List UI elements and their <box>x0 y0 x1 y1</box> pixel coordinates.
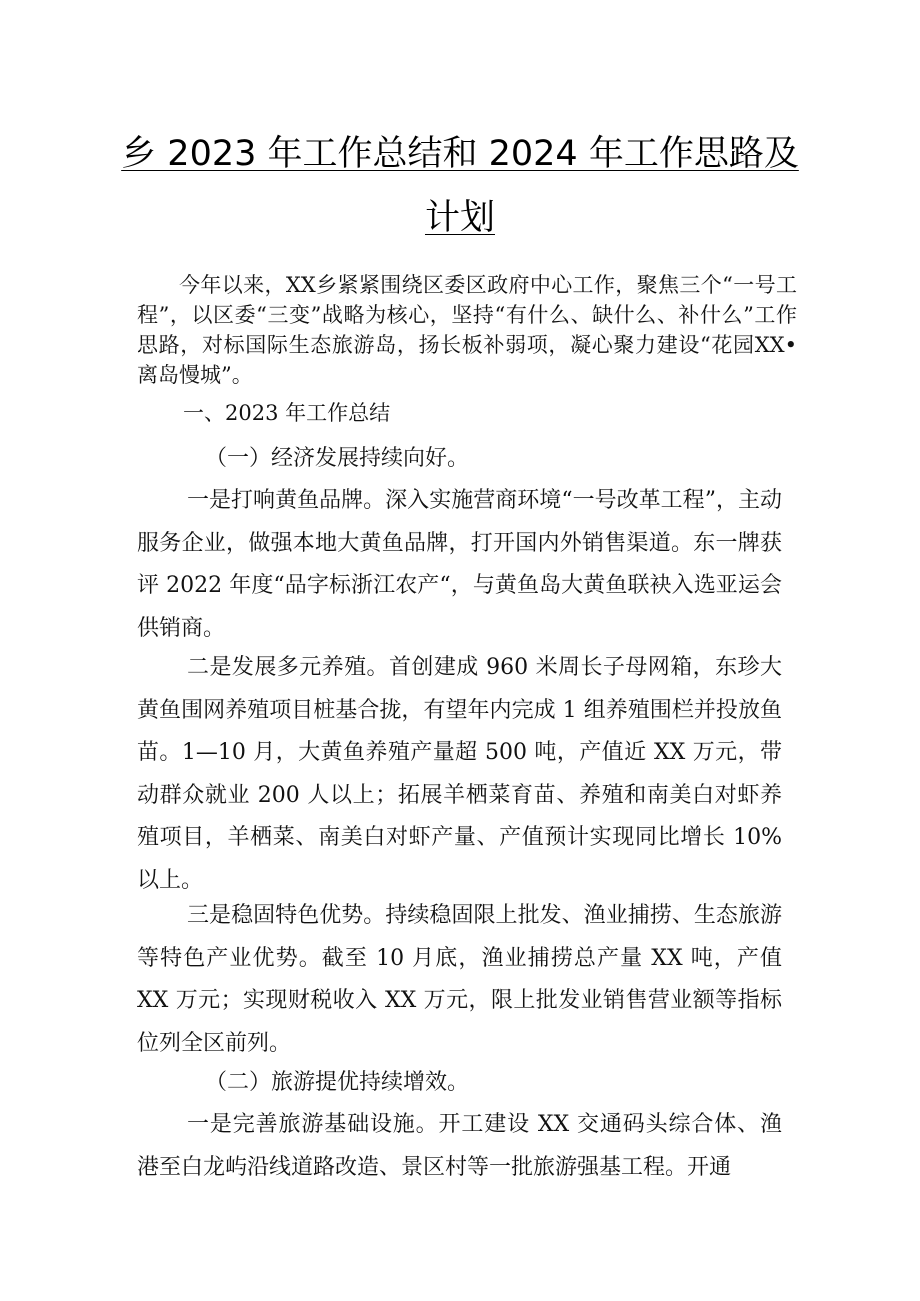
document-title-line-1: 乡 2023 年工作总结和 2024 年工作思路及 <box>121 134 799 174</box>
paragraph-characteristic-advantages: 三是稳固特色优势。持续稳固限上批发、渔业捕捞、生态旅游等特色产业优势。截至 10 月底，渔业捕捞总产量 XX 吨，产值 XX 万元；实现财税收入 XX 万元，限上批发业销售营业额等指标位列全区前列。 <box>137 903 782 1056</box>
paragraph-diversified-aquaculture: 二是发展多元养殖。首创建成 960 米周长子母网箱，东珍大黄鱼围网养殖项目桩基合拢，有望年内完成 1 组养殖围栏并投放鱼苗。1—10 月，大黄鱼养殖产量超 500 吨，产值近 XX 万元，带动群众就业 200 人以上；拓展羊栖菜育苗、养殖和南美白对虾养殖项目，羊栖菜、南美白对虾产量、产值预计实现同比增长 10%以上。 <box>137 655 782 893</box>
subsection-heading-economy: （一）经济发展持续向好。 <box>205 446 470 471</box>
subsection-heading-tourism: （二）旅游提优持续增效。 <box>205 1070 470 1095</box>
paragraph-tourism-infrastructure: 一是完善旅游基础设施。开工建设 XX 交通码头综合体、渔港至白龙屿沿线道路改造、景区村等一批旅游强基工程。开通 <box>137 1112 782 1180</box>
section-heading-1: 一、2023 年工作总结 <box>183 401 391 425</box>
document-title-line-2: 计划 <box>424 198 495 238</box>
intro-paragraph: 今年以来，XX乡紧紧围绕区委区政府中心工作，聚焦三个“一号工程”，以区委“三变”战略为核心，坚持“有什么、缺什么、补什么”工作思路，对标国际生态旅游岛，扬长板补弱项，凝心聚力建设“花园XX•离岛慢城”。 <box>137 273 797 387</box>
paragraph-yellow-croaker-brand: 一是打响黄鱼品牌。深入实施营商环境“一号改革工程”，主动服务企业，做强本地大黄鱼品牌，打开国内外销售渠道。东一牌获评 2022 年度“品字标浙江农产“，与黄鱼岛大黄鱼联袂入选亚运会供销商。 <box>137 488 782 641</box>
